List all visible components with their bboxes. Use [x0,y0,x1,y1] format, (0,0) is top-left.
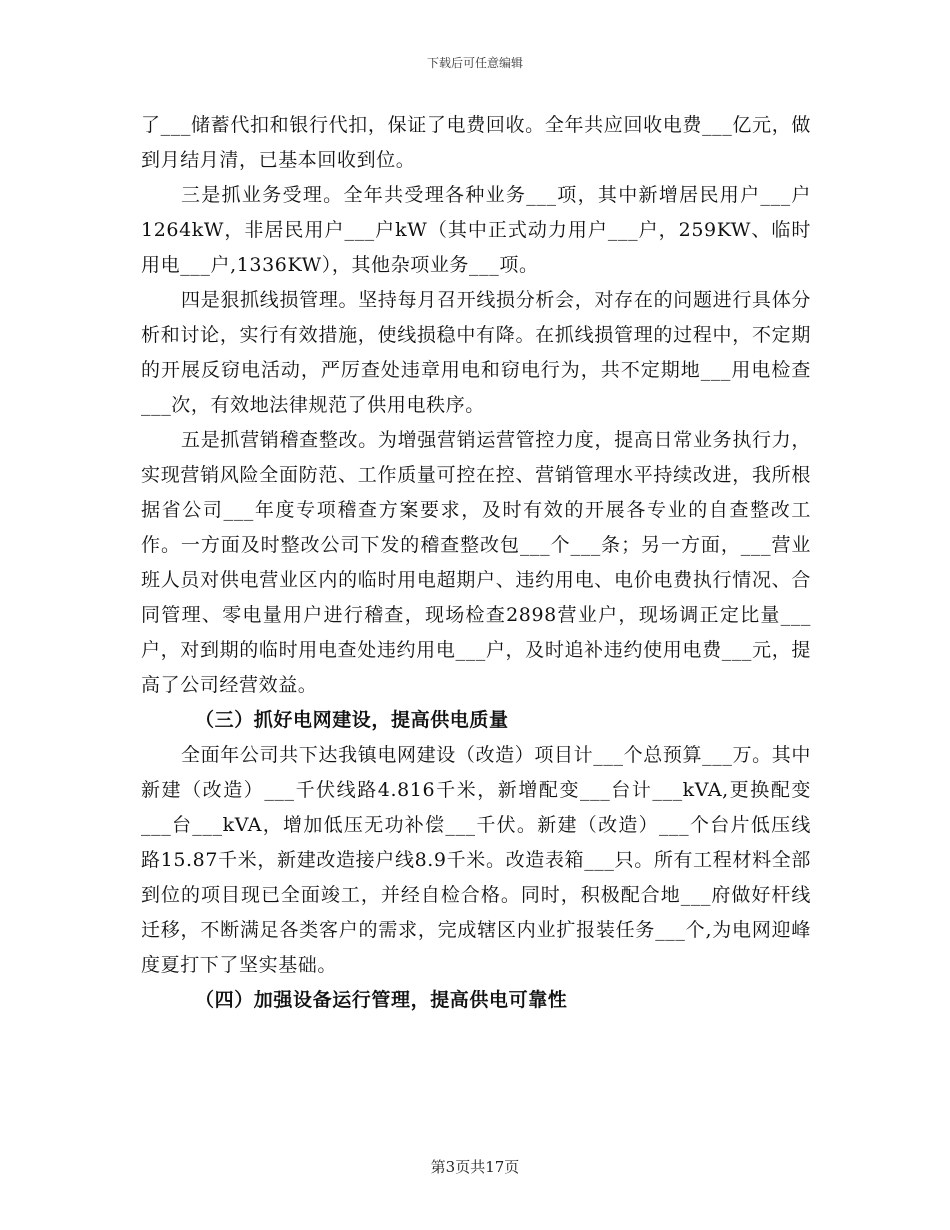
paragraph-business-acceptance: 三是抓业务受理。全年共受理各种业务___项，其中新增居民用户___户1264kW，非居民用户___户kW（其中正式动力用户___户，259KW、临时用电___户,1336KW），其他杂项业务___项。 [141,184,811,276]
page-header: 下载后可任意编辑 [426,56,523,70]
page-footer: 第3页共17页 [430,1158,520,1176]
document-body [141,108,811,1018]
paragraph-grid-construction: 全面年公司共下达我镇电网建设（改造）项目计___个总预算___万。其中新建（改造）___千伏线路4.816千米，新增配变___台计___kVA,更换配变___台___kVA，增加低压无功补偿___千伏。新建（改造）___个台片低压线路15.87千米，新建改造接户线8.9千米。改造表箱___只。所有工程材料全部到位的项目现已全面竣工，并经自检合格。同时，积极配合地___府做好杆线迁移，不断满足各类客户的需求，完成辖区内业扩报装任务___个,为电网迎峰度夏打下了坚实基础。 [141,744,811,976]
paragraph-line-loss: 四是狠抓线损管理。坚持每月召开线损分析会，对存在的问题进行具体分析和讨论，实行有效措施，使线损稳中有降。在抓线损管理的过程中，不定期的开展反窃电活动，严厉查处违章用电和窃电行为，共不定期地___用电检查___次，有效地法律规范了供用电秩序。 [141,289,811,416]
paragraph-marketing-audit: 五是抓营销稽查整改。为增强营销运营管控力度，提高日常业务执行力，实现营销风险全面防范、工作质量可控在控、营销管理水平持续改进，我所根据省公司___年度专项稽查方案要求，及时有效的开展各专业的自查整改工作。一方面及时整改公司下发的稽查整改包___个___条；另一方面，___营业班人员对供电营业区内的临时用电超期户、违约用电、电价电费执行情况、合同管理、零电量用户进行稽查，现场检查2898营业户，现场调正定比量___户，对到期的临时用电查处违约用电___户，及时追补违约使用电费___元，提高了公司经营效益。 [141,429,811,696]
paragraph-fee-collection: 了___储蓄代扣和银行代扣，保证了电费回收。全年共应回收电费___亿元，做到月结月清，已基本回收到位。 [141,114,811,171]
section-heading-equipment-operation: （四）加强设备运行管理，提高供电可靠性 [195,989,568,1011]
section-heading-grid-construction: （三）抓好电网建设，提高供电质量 [195,709,509,731]
